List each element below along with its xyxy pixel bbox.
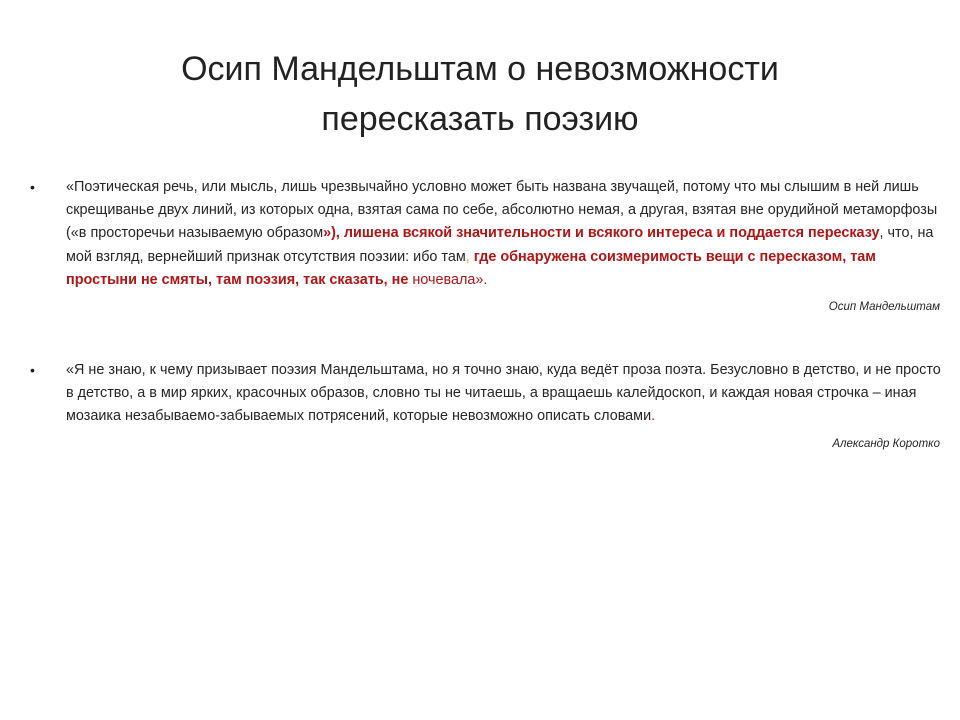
- slide-title-line-2: пересказать поэзию: [321, 100, 639, 138]
- quote-korotko-period: .: [651, 408, 656, 425]
- quote-mandelstam: [30, 176, 942, 315]
- bullet-icon: •: [30, 362, 35, 378]
- quote-korotko: [30, 359, 942, 452]
- quote-mandelstam-highlight-1: »), лишена всякой значительности и всякого интереса и поддается пересказу: [323, 225, 880, 242]
- quote-mandelstam-author: Осип Мандельштам: [828, 301, 940, 314]
- quote-mandelstam-text: [66, 176, 942, 292]
- quote-mandelstam-part-4: , что, на мой взгляд, вернейший признак отсутствия поэзии: ибо там: [66, 225, 934, 265]
- quote-mandelstam-highlight-2: где обнаружена соизмеримость вещи с пересказом, там простыни не смяты, там поэзия, так сказать, не: [66, 248, 876, 288]
- slide-title: [60, 44, 900, 144]
- quote-korotko-part-1: «Я не знаю, к чему призывает поэзия Мандельштама, но я точно знаю, куда ведёт проза поэта. Безусловно в детство, и не просто в детство, а в мир ярких, красочных образов, словно ты не читаешь, а вращаешь калейдоскоп, и каждая новая строчка – иная мозаика незабываемо-забываемых потрясений, которые невозможно описать словами: [66, 362, 941, 425]
- quote-mandelstam-part-1: «Поэтическая речь, или мысль, лишь чрезвычайно условно может быть названа звучащей, потому что мы слышим в ней лишь скрещиванье двух линий, из которых одна, взятая сама по себе, абсолютно немая, а другая, взятая вне орудийной метаморфозы (: [66, 179, 938, 242]
- quote-mandelstam-part-2: «в просторечьи называемую образом: [70, 225, 324, 242]
- quote-korotko-text: [66, 359, 942, 429]
- slide-title-line-1: Осип Мандельштам о невозможности: [181, 50, 779, 88]
- quote-mandelstam-ending: ночевала».: [408, 271, 488, 288]
- quote-mandelstam-comma: ,: [465, 248, 470, 265]
- quote-korotko-author: Александр Коротко: [832, 437, 940, 450]
- bullet-icon: •: [30, 179, 35, 195]
